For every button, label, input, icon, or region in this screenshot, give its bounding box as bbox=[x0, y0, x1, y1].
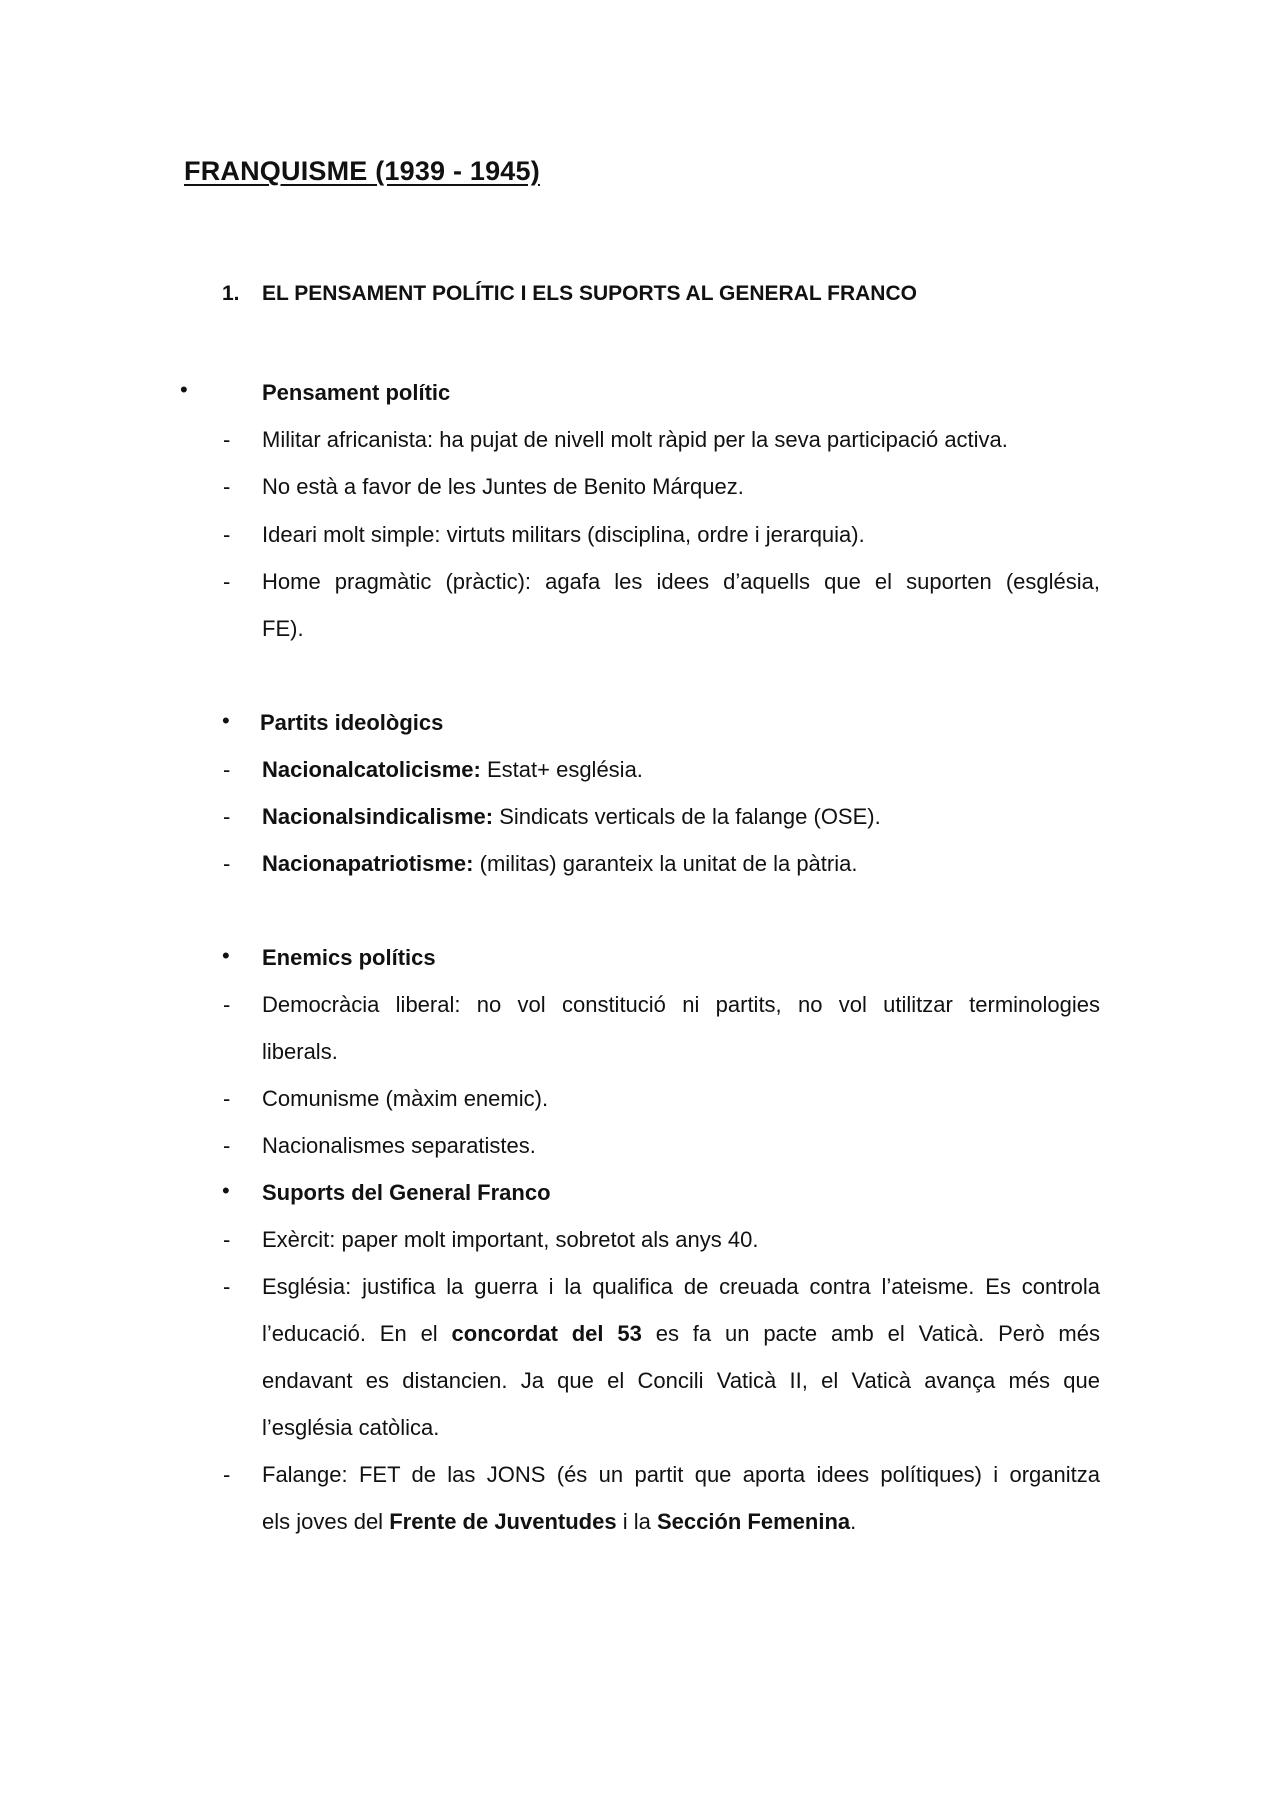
text-run: l’educació. En el bbox=[262, 1321, 452, 1346]
dash-icon: - bbox=[223, 1133, 231, 1158]
list-item bbox=[262, 756, 1100, 784]
section-heading bbox=[222, 282, 917, 306]
subheading-suports: Suports del General Franco bbox=[262, 1180, 551, 1205]
emphasis: Frente de Juventudes bbox=[389, 1509, 617, 1534]
term-text: (militas) garanteix la unitat de la pàtria. bbox=[473, 851, 858, 876]
dash-icon: - bbox=[223, 1274, 231, 1299]
list-item: Home pragmàtic (pràctic): agafa les idees d’aquells que el suporten (església, bbox=[262, 569, 1100, 594]
list-item: Ideari molt simple: virtuts militars (disciplina, ordre i jerarquia). bbox=[262, 522, 865, 547]
dash-icon: - bbox=[223, 1227, 231, 1252]
term: Nacionapatriotisme: bbox=[262, 851, 474, 876]
list-item: Falange: FET de las JONS (és un partit que aporta idees polítiques) i organitza bbox=[262, 1462, 1100, 1487]
dash-icon: - bbox=[223, 851, 231, 876]
bullet-icon: • bbox=[222, 708, 230, 733]
list-item: Democràcia liberal: no vol constitució ni partits, no vol utilitzar terminologies bbox=[262, 992, 1100, 1017]
section-heading-text: EL PENSAMENT POLÍTIC I ELS SUPORTS AL GENERAL FRANCO bbox=[262, 282, 917, 305]
emphasis: Sección Femenina bbox=[656, 1509, 851, 1534]
dash-icon: - bbox=[223, 474, 231, 499]
section-number: 1. bbox=[222, 282, 240, 305]
bullet-icon: • bbox=[222, 1178, 230, 1203]
list-item-continuation: endavant es distancien. Ja que el Concili Vaticà II, el Vaticà avança més que bbox=[262, 1368, 1100, 1393]
text-run: i la bbox=[616, 1509, 657, 1534]
list-item: No està a favor de les Juntes de Benito Márquez. bbox=[262, 474, 744, 499]
dash-icon: - bbox=[223, 757, 231, 782]
list-item: Església: justifica la guerra i la qualifica de creuada contra l’ateisme. Es controla bbox=[262, 1274, 1100, 1299]
bullet-icon: • bbox=[180, 377, 188, 402]
emphasis: concordat del 53 bbox=[451, 1321, 642, 1346]
subheading-enemics: Enemics polítics bbox=[262, 945, 436, 970]
term-text: Estat+ església. bbox=[480, 757, 643, 782]
dash-icon: - bbox=[223, 427, 231, 452]
text-run: els joves del bbox=[262, 1509, 390, 1534]
dash-icon: - bbox=[223, 522, 231, 547]
subheading-pensament: Pensament polític bbox=[262, 380, 451, 405]
subheading-partits: Partits ideològics bbox=[260, 710, 444, 735]
dash-icon: - bbox=[223, 804, 231, 829]
list-item-continuation: liberals. bbox=[262, 1039, 338, 1064]
list-item-continuation: FE). bbox=[262, 616, 304, 641]
list-item bbox=[262, 803, 1100, 831]
list-item: Exèrcit: paper molt important, sobretot als anys 40. bbox=[262, 1227, 759, 1252]
list-item-continuation bbox=[262, 1508, 1100, 1536]
term: Nacionalcatolicisme: bbox=[262, 757, 481, 782]
list-item: Comunisme (màxim enemic). bbox=[262, 1086, 549, 1111]
list-item bbox=[262, 850, 1100, 878]
list-item-continuation: l’església catòlica. bbox=[262, 1415, 440, 1440]
list-item-continuation bbox=[262, 1320, 1100, 1348]
dash-icon: - bbox=[223, 1462, 231, 1487]
page-title: FRANQUISME (1939 - 1945) bbox=[184, 156, 540, 186]
dash-icon: - bbox=[223, 1086, 231, 1111]
term: Nacionalsindicalisme: bbox=[262, 804, 494, 829]
term-text: Sindicats verticals de la falange (OSE). bbox=[493, 804, 881, 829]
dash-icon: - bbox=[223, 992, 231, 1017]
text-run: es fa un pacte amb el Vaticà. Però més bbox=[641, 1321, 1100, 1346]
bullet-icon: • bbox=[222, 943, 230, 968]
dash-icon: - bbox=[223, 569, 231, 594]
list-item: Militar africanista: ha pujat de nivell molt ràpid per la seva participació activa. bbox=[262, 427, 1008, 452]
text-run: . bbox=[850, 1509, 857, 1534]
list-item: Nacionalismes separatistes. bbox=[262, 1133, 536, 1158]
